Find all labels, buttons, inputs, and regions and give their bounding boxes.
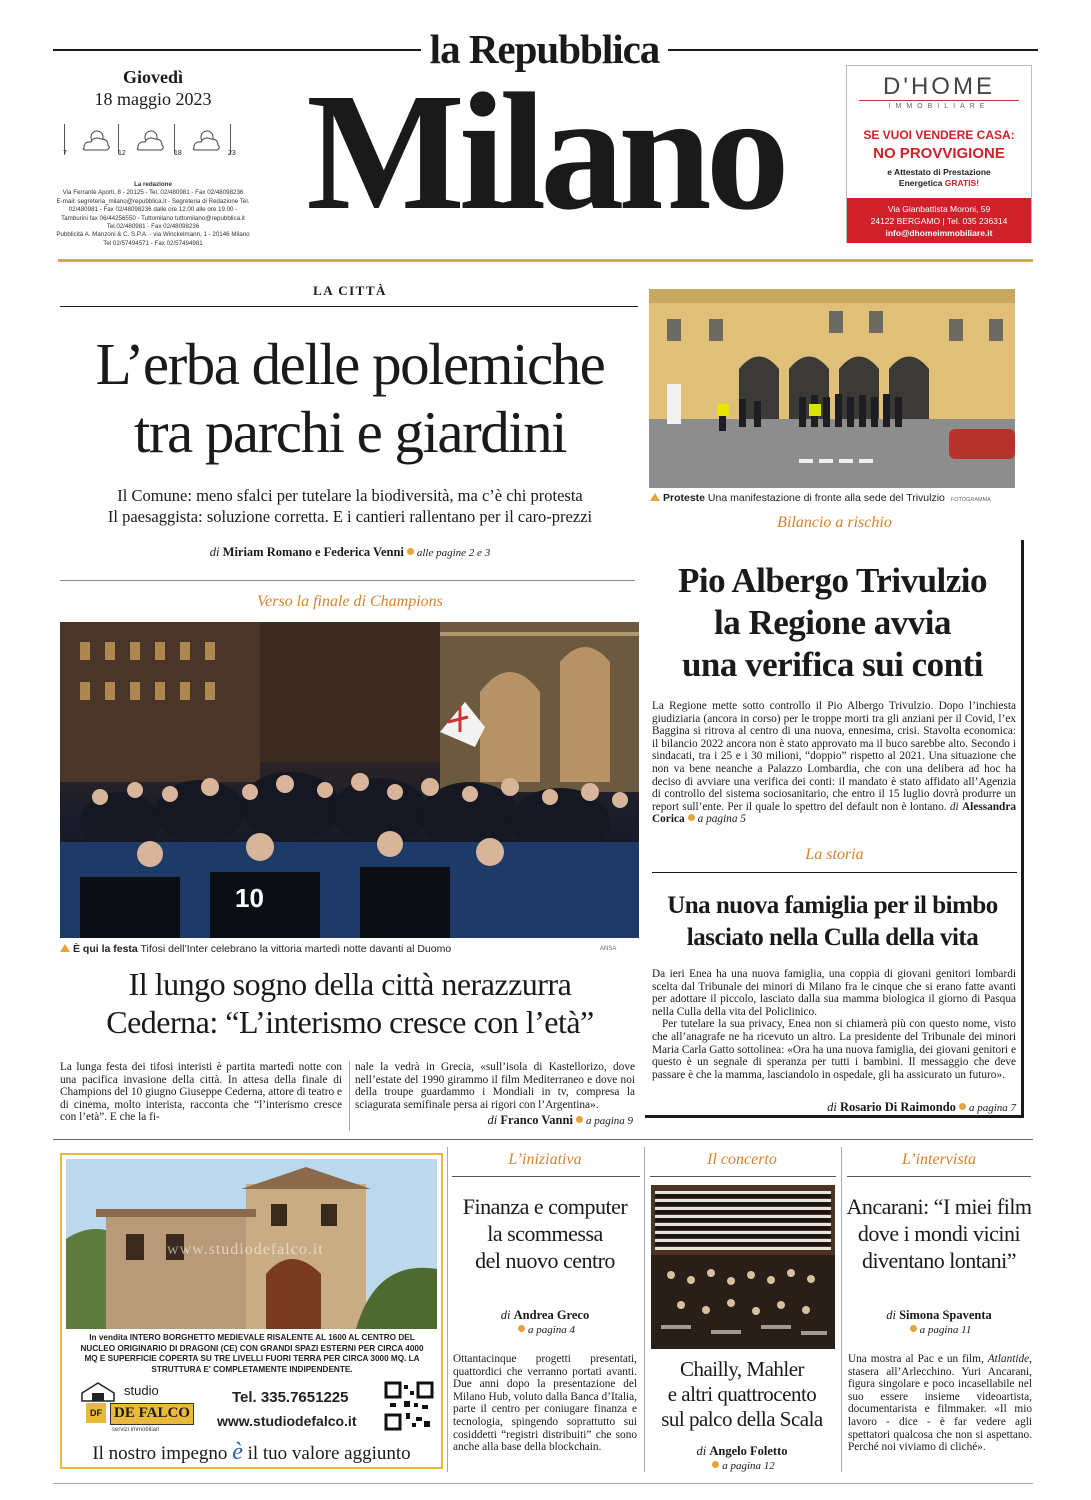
bullet-icon — [959, 1103, 966, 1110]
lead-sub1: Il Comune: meno sfalci per tutelare la biodiversità, ma c’è chi protesta — [117, 486, 583, 505]
trivulzio-body — [652, 700, 1016, 826]
iniziativa-body: Ottantacinque progetti presentati, quattordici che verranno portati avanti. Due anni dopo la presentazione del Milano Hub, voluto dalla Banca d’Italia, parte il centro per coniugare finanza e tecnologia, spingendo soprattutto sui cosiddetti “registri distribuiti” che sono anche alla base della blockchain. — [453, 1353, 637, 1454]
concerto-byline — [646, 1444, 838, 1459]
champions-photo[interactable] — [60, 622, 639, 938]
iniziativa-headline-line3: del nuovo centro — [475, 1248, 615, 1273]
building-photo-illustration — [649, 289, 1015, 488]
trivulzio-photo[interactable] — [649, 289, 1015, 488]
svg-text:10: 10 — [235, 883, 264, 913]
trivulzio-headline-line1: Pio Albergo Trivulzio — [677, 561, 988, 600]
ad-dhome-contact — [847, 198, 1031, 243]
temp-1: 7 — [63, 150, 67, 157]
culla-body — [652, 968, 1016, 1081]
concerto-author[interactable]: Angelo Foletto — [709, 1444, 788, 1458]
house-icon — [78, 1381, 118, 1403]
concerto-rule — [650, 1176, 836, 1177]
ad-slogan-a: Il nostro impegno — [92, 1443, 233, 1464]
column-rule — [841, 1147, 842, 1472]
byline-di: di — [696, 1444, 710, 1458]
concerto-page[interactable]: a pagina 12 — [722, 1460, 775, 1472]
intervista-page[interactable]: a pagina 11 — [919, 1324, 972, 1336]
masthead-rule-right — [668, 49, 1038, 51]
iniziativa-page[interactable]: a pagina 4 — [527, 1324, 576, 1336]
byline-di: di — [827, 1100, 840, 1114]
byline-di: di — [886, 1308, 900, 1322]
concerto-photo[interactable] — [651, 1185, 835, 1349]
champions-caption — [60, 943, 560, 955]
trivulzio-kicker: Bilancio a rischio — [777, 514, 892, 531]
champions-col1: La lunga festa dei tifosi interisti è partita martedì notte con una pacifica invasione della città. In attesa della finale di Champions del 10 giugno Giuseppe Cederna, attore di teatro e di cinema, molto interista, racconta che “l’interismo cresce con l’età”. E che la fi- — [60, 1061, 342, 1124]
byline-di: di — [949, 800, 963, 813]
ad-dhome-logo: D'HOME — [883, 73, 995, 100]
champions-col2: nale la vedrà in Grecia, «sull’isola di Kastellorizo, dove nell’estate del 1990 girammo il film Mediterraneo e dove noi della troupe guardammo i Mondiali in tv, compresa la sciagurata semifinale persa ai rigori con l’Argentina». — [355, 1061, 635, 1111]
redazione-line: Tamburini fax 06/44256550 - Tuttomilano tuttomilano@repubblica.it — [61, 214, 245, 222]
culla-body-p2: Per tutelare la sua privacy, Enea non si chiamerà più con questo nome, visto che all’anagrafe ne ha ricevuto un altro. La presidente del Tribunale dei minori Maria Carla Gatto sottolinea: «Ora ha una nuova famiglia, dei giovani genitori e questo è un segnale di speranza per tutti i bambini. Il messaggio che deve passare è che la mamma, lasciandolo in ospedale, gli ha assicurato un futuro». — [652, 1018, 1016, 1081]
iniziativa-headline-line1: Finanza e computer — [462, 1194, 628, 1219]
ad-defalco-slogan — [62, 1439, 441, 1466]
trivulzio-caption-text: Una manifestazione di fronte alla sede del Trivulzio — [705, 492, 945, 504]
crowd-photo-illustration — [60, 622, 639, 938]
concerto-headline[interactable] — [646, 1357, 838, 1432]
champions-author[interactable]: Franco Vanni — [500, 1113, 573, 1127]
concerto-headline-line1: Chailly, Mahler — [679, 1357, 805, 1381]
section-rule — [60, 306, 638, 307]
culla-headline-line2: lasciato nella Culla della vita — [686, 924, 979, 951]
ad-dhome-line2: NO PROVVIGIONE — [873, 145, 1005, 162]
ad-dhome-line1: SE VUOI VENDERE CASA: — [863, 128, 1015, 142]
trivulzio-page[interactable]: a pagina 5 — [697, 813, 746, 826]
sun-cloud-icon — [80, 126, 114, 152]
bullet-icon — [407, 548, 414, 555]
temp-3: 18 — [174, 150, 182, 157]
ad-slogan-e: è — [232, 1439, 243, 1465]
temp-4: 23 — [228, 150, 236, 157]
lead-subheadline — [55, 485, 645, 527]
bullet-icon — [688, 814, 695, 821]
ad-dhome-email[interactable]: info@dhomeimmobiliare.it — [885, 228, 993, 238]
section-label: LA CITTÀ — [313, 283, 387, 298]
lead-headline-line2: tra parchi e giardini — [133, 399, 567, 465]
culla-headline[interactable] — [645, 890, 1020, 954]
bullet-icon — [910, 1325, 917, 1332]
df-mark-icon: DF — [86, 1403, 106, 1423]
culla-page[interactable]: a pagina 7 — [968, 1102, 1016, 1114]
orchestra-photo-illustration — [651, 1185, 835, 1349]
concerto-headline-line2: e altri quattrocento — [667, 1382, 817, 1406]
ad-dhome-gratis: GRATIS! — [944, 178, 980, 188]
temp-2: 12 — [118, 150, 126, 157]
intervista-kicker: L’intervista — [901, 1151, 977, 1168]
champions-byline — [355, 1113, 633, 1128]
champions-headline-line2: Cederna: “L’interismo cresce con l’età” — [106, 1004, 594, 1040]
culla-kicker: La storia — [805, 846, 864, 863]
intervista-body — [848, 1353, 1032, 1454]
city-title: Milano — [306, 59, 784, 245]
intervista-headline-line1: Ancarani: “I miei film — [846, 1194, 1032, 1219]
concerto-kicker: Il concerto — [707, 1151, 777, 1168]
redazione-line: Tel.02/480981 - Fax 02/48098236 — [106, 223, 200, 231]
champions-credit: ANSA — [600, 946, 617, 952]
qr-code-icon[interactable] — [384, 1381, 434, 1431]
ad-defalco-text: In vendita INTERO BORGHETTO MEDIEVALE RISALENTE AL 1600 AL CENTRO DEL NUCLEO ORIGINARIO DI DRAGONI (CE) CON GRANDI SPAZI ESTERNI PER CIRCA 4000 MQ E SUPERFICIE COPERTA SU TRE LIVELLI FUORI TERRA PER CIRCA 3000 MQ. LA STRUTTURA E' COMPLETAMENTE INDIPENDENTE. — [80, 1333, 424, 1374]
trivulzio-headline-line2: la Regione avvia — [714, 603, 951, 642]
bullet-icon — [518, 1325, 525, 1332]
sun-cloud-icon — [134, 126, 168, 152]
ad-defalco-brand: DE FALCO — [114, 1405, 190, 1421]
ad-defalco-logo — [78, 1381, 198, 1441]
lead-headline-line1: L’erba delle polemiche — [95, 331, 605, 397]
iniziativa-byline — [450, 1308, 640, 1323]
culla-body-p1: Da ieri Enea ha una nuova famiglia, una coppia di giovani genitori lombardi scelta dal Tribunale dei minori di Milano fra le cinque che si erano fatte avanti per adottare il piccolo, lasciato dalla sua mamma biologica il giorno di Pasqua nella Culla della vita del Policlinico. — [652, 968, 1016, 1018]
caption-triangle-icon — [60, 944, 70, 952]
redazione-line: Tel 02/57494571 - Fax 02/57494981 — [103, 239, 203, 247]
intervista-body-a: Una mostra al Pac e un film, — [848, 1353, 988, 1365]
trivulzio-caption-bold: Proteste — [663, 492, 706, 504]
culla-author[interactable]: Rosario Di Raimondo — [839, 1100, 956, 1114]
trivulzio-credit: FOTOGRAMMA — [950, 497, 991, 503]
byline-di: di — [487, 1113, 501, 1127]
bullet-icon — [712, 1461, 719, 1468]
ad-defalco-site[interactable]: www.studiodefalco.it — [217, 1413, 357, 1429]
redazione-line: E-mail: segreteria_milano@repubblica.it - Segreteria di Redazione Tel. — [56, 197, 250, 205]
intervista-headline-line2: dove i mondi vicini — [857, 1221, 1021, 1246]
redazione-title: La redazione — [134, 181, 172, 188]
intervista-pageref — [843, 1322, 1035, 1337]
ad-dhome-addr1: Via Gianbattista Moroni, 59 — [887, 204, 991, 214]
lead-rule — [60, 580, 635, 581]
ad-dhome-line4-text: Energetica — [898, 178, 945, 188]
ad-defalco-phone[interactable]: Tel. 335.7651225 — [232, 1389, 349, 1406]
intervista-body-b: , stasera all’Arlecchino. Yuri Ancarani, figura singolare e poco incasellabile nel suo essere insieme videoartista, documentarista e filmmaker. «Il mio lavoro - dice - è far vedere agli spettatori qualcosa che non si aspettano. Perché noi viviamo di cliché». — [848, 1353, 1032, 1454]
column-rule — [349, 1061, 350, 1131]
concerto-pageref — [646, 1458, 838, 1473]
lead-byline — [60, 545, 640, 560]
issue-date: 18 maggio 2023 — [94, 89, 212, 109]
trivulzio-headline[interactable] — [645, 560, 1020, 686]
ad-defalco[interactable] — [60, 1153, 443, 1469]
intervista-rule — [847, 1176, 1031, 1177]
iniziativa-rule — [452, 1176, 640, 1177]
page-bottom-rule — [53, 1483, 1033, 1484]
trivulzio-author[interactable]: Alessandra Corica — [652, 800, 1016, 826]
culla-byline — [652, 1100, 1016, 1115]
ad-watermark: www.studiodefalco.it — [167, 1241, 324, 1258]
redazione-line: Via Ferrante Aporti, 8 - 20125 - Tel. 02/480981 - Fax 02/48098236 — [62, 189, 244, 197]
champions-page[interactable]: a pagina 9 — [585, 1115, 633, 1127]
redazione-line: 02/480981 - Fax 02/48098236 dalle ore 12.00 alle ore 19.00 - — [68, 206, 238, 214]
issue-day: Giovedì — [122, 67, 183, 87]
bullet-icon — [576, 1116, 583, 1123]
champions-headline-line1: Il lungo sogno della città nerazzurra — [128, 966, 572, 1002]
intervista-headline-line3: diventano lontani” — [861, 1248, 1017, 1273]
sun-cloud-icon — [190, 126, 224, 152]
iniziativa-pageref — [450, 1322, 640, 1337]
trivulzio-body-text: La Regione mette sotto controllo il Pio Albergo Trivulzio. Dopo l’inchiesta giudiziaria (ancora in corso) per le troppe morti tra gli anziani per il Covid, l’ex Baggina si ritrova al centro di una nuova, ennesima, crisi. Stavolta economica: il bilancio 2022 ancora non è stato approvato ma il buco sarebbe alto. Secondo i sindacati, tra i 25 e i 30 milioni, “doppio” rispetto al 2021. Una situazione che non va bene neanche a Palazzo Lombardia, che con una delibera ad hoc ha deciso di avviare una verifica dei conti: il mandato è stato affidato all’Agenzia di controllo del sistema sociosanitario, che entro il 15 luglio dovrà produrre un report sull’ente. Per il quale lo spettro del default non è lontano. — [652, 700, 1016, 813]
masthead-rule-left — [53, 49, 421, 51]
trivulzio-headline-line3: una verifica sui conti — [681, 645, 984, 684]
column-rule — [644, 1147, 645, 1472]
lead-sub2: Il paesaggista: soluzione corretta. E i cantieri rallentano per il caro-prezzi — [107, 507, 593, 526]
champions-headline[interactable] — [55, 965, 645, 1041]
concerto-headline-line3: sul palco della Scala — [661, 1407, 823, 1431]
intervista-headline[interactable] — [843, 1193, 1035, 1274]
iniziativa-headline-line2: la scommessa — [487, 1221, 603, 1246]
iniziativa-kicker: L’iniziativa — [508, 1151, 582, 1168]
iniziativa-author[interactable]: Andrea Greco — [513, 1308, 590, 1322]
champions-kicker: Verso la finale di Champions — [257, 593, 443, 610]
champions-caption-text: Tifosi dell’Inter celebrano la vittoria martedì notte davanti al Duomo — [137, 943, 452, 955]
ad-slogan-b: il tuo valore aggiunto — [242, 1443, 411, 1464]
ad-dhome-line3: e Attestato di Prestazione — [887, 167, 991, 177]
masthead-separator — [58, 259, 1033, 262]
culla-rule — [652, 872, 1017, 873]
caption-triangle-icon — [650, 493, 660, 501]
lead-authors[interactable]: Miriam Romano e Federica Venni — [222, 545, 404, 559]
intervista-body-film: Atlantide — [987, 1353, 1030, 1365]
ad-defalco-brand-sub: servizi immobiliari — [112, 1427, 160, 1433]
champions-caption-bold: È qui la festa — [73, 943, 138, 955]
brand-logo: la Repubblica — [429, 26, 660, 72]
bottom-row-rule — [53, 1139, 1033, 1140]
byline-di: di — [500, 1308, 514, 1322]
ad-dhome-logo-sub: IMMOBILIARE — [888, 103, 990, 110]
lead-headline[interactable] — [55, 330, 645, 466]
culla-headline-line1: Una nuova famiglia per il bimbo — [667, 892, 998, 919]
iniziativa-headline[interactable] — [450, 1193, 640, 1274]
ad-defalco-studio: studio — [124, 1383, 159, 1398]
column-rule — [447, 1147, 448, 1472]
ad-dhome[interactable] — [846, 65, 1032, 243]
ad-dhome-addr2: 24122 BERGAMO | Tel. 035 236314 — [870, 216, 1008, 226]
redazione-line: Pubblicità A. Manzoni & C. S.P.A. - via Winckelmann, 1 - 20146 Milano — [56, 231, 250, 239]
weather-strip — [60, 122, 246, 162]
ad-dhome-line4 — [847, 178, 1031, 188]
redazione-info — [55, 181, 251, 248]
trivulzio-caption — [650, 492, 1016, 504]
byline-di: di — [209, 545, 223, 559]
lead-pages[interactable]: alle pagine 2 e 3 — [416, 547, 491, 559]
intervista-author[interactable]: Simona Spaventa — [899, 1308, 992, 1322]
intervista-byline — [843, 1308, 1035, 1323]
